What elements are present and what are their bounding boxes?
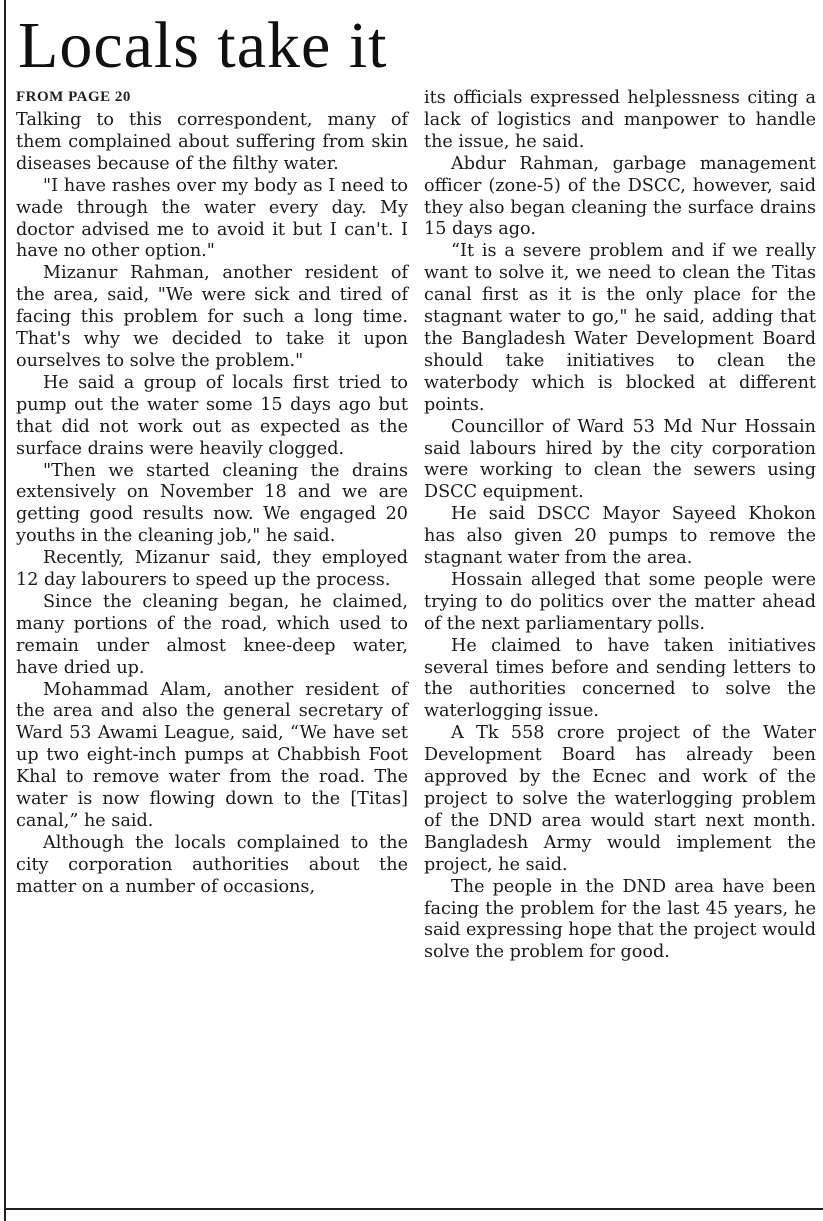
right-column [424,88,816,964]
paragraph: Talking to this correspondent, many of them complained about suffering from skin diseases because of the filthy water. [16,110,408,174]
paragraph: Hossain alleged that some people were trying to do politics over the matter ahead of the next parliamentary polls. [424,569,816,634]
paragraph: The people in the DND area have been facing the problem for the last 45 years, he said expressing hope that the project would solve the problem for good. [424,876,816,963]
paragraph-continues: Although the locals complained to the city corporation authorities about the matter on a number of occasions, [16,832,408,897]
paragraph: Mohammad Alam, another resident of the area and also the general secretary of Ward 53 Awami League, said, “We have set up two eight-inch pumps at Chabbish Foot Khal to remove water from the road. The water is now flowing down to the [Titas] canal,” he said. [16,679,408,831]
paragraph: A Tk 558 crore project of the Water Development Board has already been approved by the Ecnec and work of the project to solve the waterlogging problem of the DND area would start next month. Bangladesh Army would implement the project, he said. [424,723,816,875]
bottom-border-rule [4,1208,823,1210]
paragraph: Abdur Rahman, garbage management officer (zone-5) of the DSCC, however, said they also began cleaning the surface drains 15 days ago. [424,153,816,240]
headline: Locals take it [18,9,388,82]
paragraph: Councillor of Ward 53 Md Nur Hossain said labours hired by the city corporation were working to clean the sewers using DSCC equipment. [424,416,816,503]
paragraph: He said DSCC Mayor Sayeed Khokon has also given 20 pumps to remove the stagnant water from the area. [424,504,816,569]
paragraph: He said a group of locals first tried to pump out the water some 15 days ago but that did not work out as expected as the surface drains were heavily clogged. [16,372,408,459]
paragraph: “It is a severe problem and if we really want to solve it, we need to clean the Titas canal first as it is the only place for the stagnant water to go," he said, adding that the Bangladesh Water Development Board should take initiatives to clean the waterbody which is blocked at different points. [424,241,816,415]
paragraph: Mizanur Rahman, another resident of the area, said, "We were sick and tired of facing this problem for such a long time. That's why we decided to take it upon ourselves to solve the problem." [16,263,408,371]
left-border-rule [4,0,6,1221]
paragraph: He claimed to have taken initiatives several times before and sending letters to the authorities concerned to solve the waterlogging issue. [424,635,816,722]
paragraph: Recently, Mizanur said, they employed 12 day labourers to speed up the process. [16,548,408,591]
left-column [16,88,408,899]
jump-line: FROM PAGE 20 [16,89,131,105]
paragraph: "I have rashes over my body as I need to wade through the water every day. My doctor advised me to avoid it but I can't. I have no other option." [16,175,408,262]
paragraph: Since the cleaning began, he claimed, many portions of the road, which used to remain under almost knee-deep water, have dried up. [16,591,408,678]
paragraph: "Then we started cleaning the drains extensively on November 18 and we are getting good results now. We engaged 20 youths in the cleaning job," he said. [16,460,408,547]
paragraph-continued: its officials expressed helplessness citing a lack of logistics and manpower to handle the issue, he said. [424,88,816,152]
